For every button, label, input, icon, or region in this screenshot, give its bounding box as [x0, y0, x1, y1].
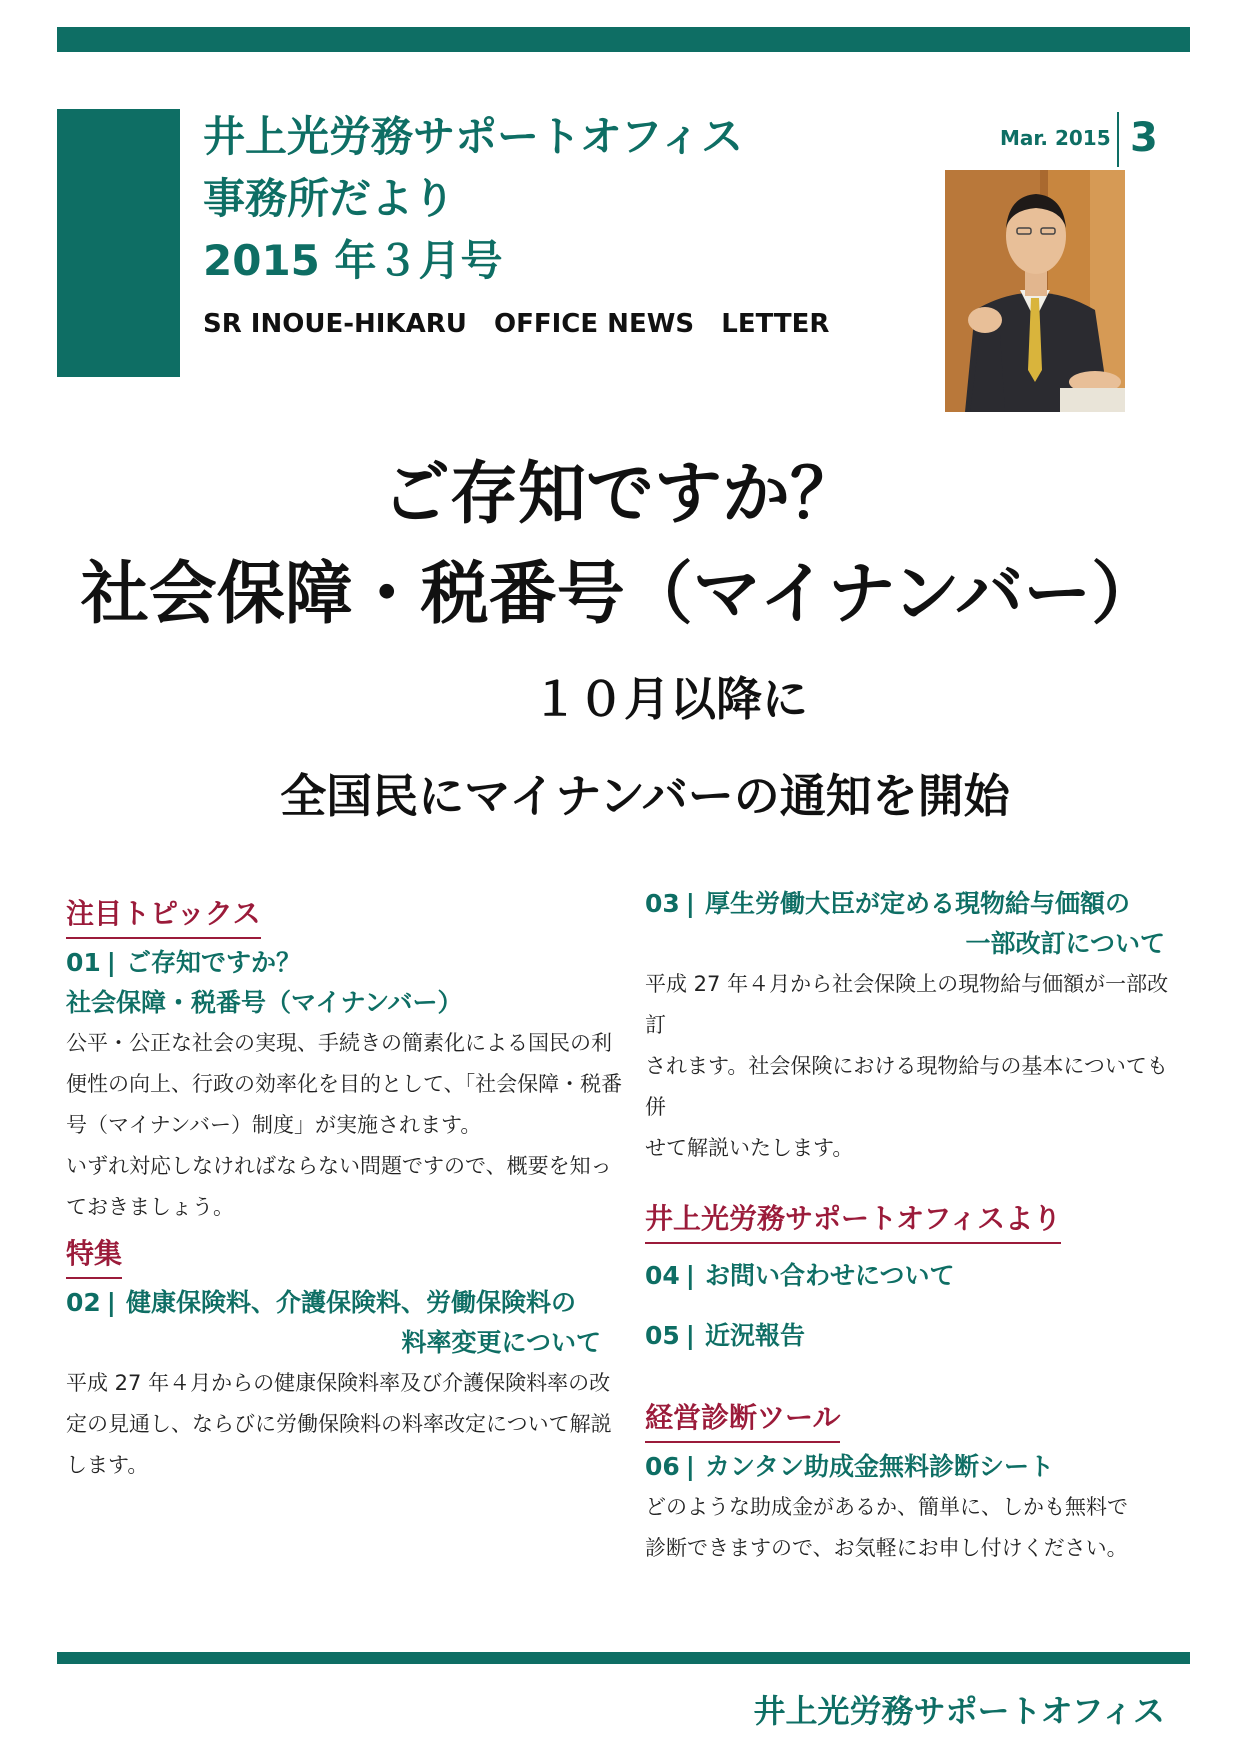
item02-body-line: 定の見通し、ならびに労働保険料の料率改定について解説 — [66, 1412, 612, 1436]
issue-date: Mar. 2015 — [1000, 126, 1111, 150]
feature-heading: 特集 — [66, 1232, 122, 1279]
item01-number: 01 — [66, 948, 101, 977]
item03-body-line: せて解説いたします。 — [645, 1136, 854, 1160]
item04-divider: | — [685, 1261, 695, 1290]
newsletter-english-title: SR INOUE-HIKARU OFFICE NEWS LETTER — [203, 309, 830, 339]
item03-body-line: 平成 27 年４月から社会保険上の現物給与価額が一部改訂 — [645, 972, 1169, 1037]
portrait-photo-illustration — [945, 170, 1125, 412]
item02-body-line: 平成 27 年４月からの健康保険料率及び介護保険料率の改 — [66, 1371, 611, 1395]
right-column — [645, 884, 1185, 1569]
item05-title — [645, 1316, 1185, 1356]
item02-body — [66, 1363, 626, 1486]
item01-divider: | — [106, 948, 116, 977]
top-decorative-bar — [57, 27, 1190, 52]
item02-body-line: します。 — [66, 1453, 149, 1477]
item03-body — [645, 964, 1185, 1169]
header-side-block — [57, 109, 180, 377]
item03-title-line2: 一部改訂について — [965, 929, 1165, 958]
newsletter-office-title: 井上光労務サポートオフィス — [203, 112, 744, 161]
headline-question: ご存知ですか？ — [381, 455, 858, 534]
item01-body-line: 公平・公正な社会の実現、手続きの簡素化による国民の利 — [66, 1031, 612, 1055]
item02-title-line1: 健康保険料、介護保険料、労働保険料の — [125, 1288, 576, 1317]
item06-divider: | — [685, 1452, 695, 1481]
item06-body-line: どのような助成金があるか、簡単に、しかも無料で — [645, 1495, 1128, 1519]
item03-divider: | — [685, 889, 695, 918]
item01-body — [66, 1023, 626, 1228]
issue-number: 3 — [1130, 115, 1158, 161]
item03-title-line1: 厚生労働大臣が定める現物給与価額の — [704, 889, 1130, 918]
item06-body-line: 診断できますので、お気軽にお申し付けください。 — [645, 1536, 1128, 1560]
item05-divider: | — [685, 1321, 695, 1350]
issue-separator — [1117, 112, 1119, 167]
item01-body-line: ておきましょう。 — [66, 1195, 234, 1219]
item05-title-text: 近況報告 — [704, 1321, 805, 1350]
topics-heading: 注目トピックス — [66, 892, 261, 939]
item01-body-line: いずれ対応しなければならない問題ですので、概要を知っ — [66, 1154, 612, 1178]
headline-notification-start: 全国民にマイナンバーの通知を開始 — [280, 769, 1010, 823]
tool-heading: 経営診断ツール — [645, 1396, 840, 1443]
item03-body-line: されます。社会保険における現物給与の基本についても併 — [645, 1054, 1168, 1119]
item04-number: 04 — [645, 1261, 680, 1290]
item01-title-line1: ご存知ですか？ — [125, 948, 301, 977]
item06-title-text: カンタン助成金無料診断シート — [704, 1452, 1054, 1481]
item02-title — [66, 1283, 626, 1323]
item04-title-text: お問い合わせについて — [704, 1261, 955, 1290]
item01-body-line: 号（マイナンバー）制度」が実施されます。 — [66, 1113, 482, 1137]
left-column — [66, 892, 626, 1486]
office-heading: 井上光労務サポートオフィスより — [645, 1197, 1061, 1244]
item01-body-line: 便性の向上、行政の効率化を目的として、「社会保障・税番 — [66, 1072, 623, 1096]
bottom-decorative-bar — [57, 1652, 1190, 1664]
item03-title — [645, 884, 1185, 924]
item03-number: 03 — [645, 889, 680, 918]
newsletter-issue-title: 2015 年３月号 — [203, 236, 503, 285]
headline-from-october: １０月以降に — [532, 672, 808, 726]
item01-title — [66, 943, 626, 983]
footer-office-name: 井上光労務サポートオフィス — [753, 1692, 1165, 1730]
item06-number: 06 — [645, 1452, 680, 1481]
item04-title — [645, 1256, 1185, 1296]
item05-number: 05 — [645, 1321, 680, 1350]
headline-mynumber: 社会保障・税番号（マイナンバー） — [80, 555, 1160, 634]
item02-divider: | — [106, 1288, 116, 1317]
newsletter-subtitle: 事務所だより — [203, 174, 456, 223]
item06-body — [645, 1487, 1185, 1569]
item06-title — [645, 1447, 1185, 1487]
item01-title-line2: 社会保障・税番号（マイナンバー） — [66, 988, 463, 1017]
item02-number: 02 — [66, 1288, 101, 1317]
item02-title-line2: 料率変更について — [401, 1328, 601, 1357]
portrait-photo — [945, 170, 1125, 412]
